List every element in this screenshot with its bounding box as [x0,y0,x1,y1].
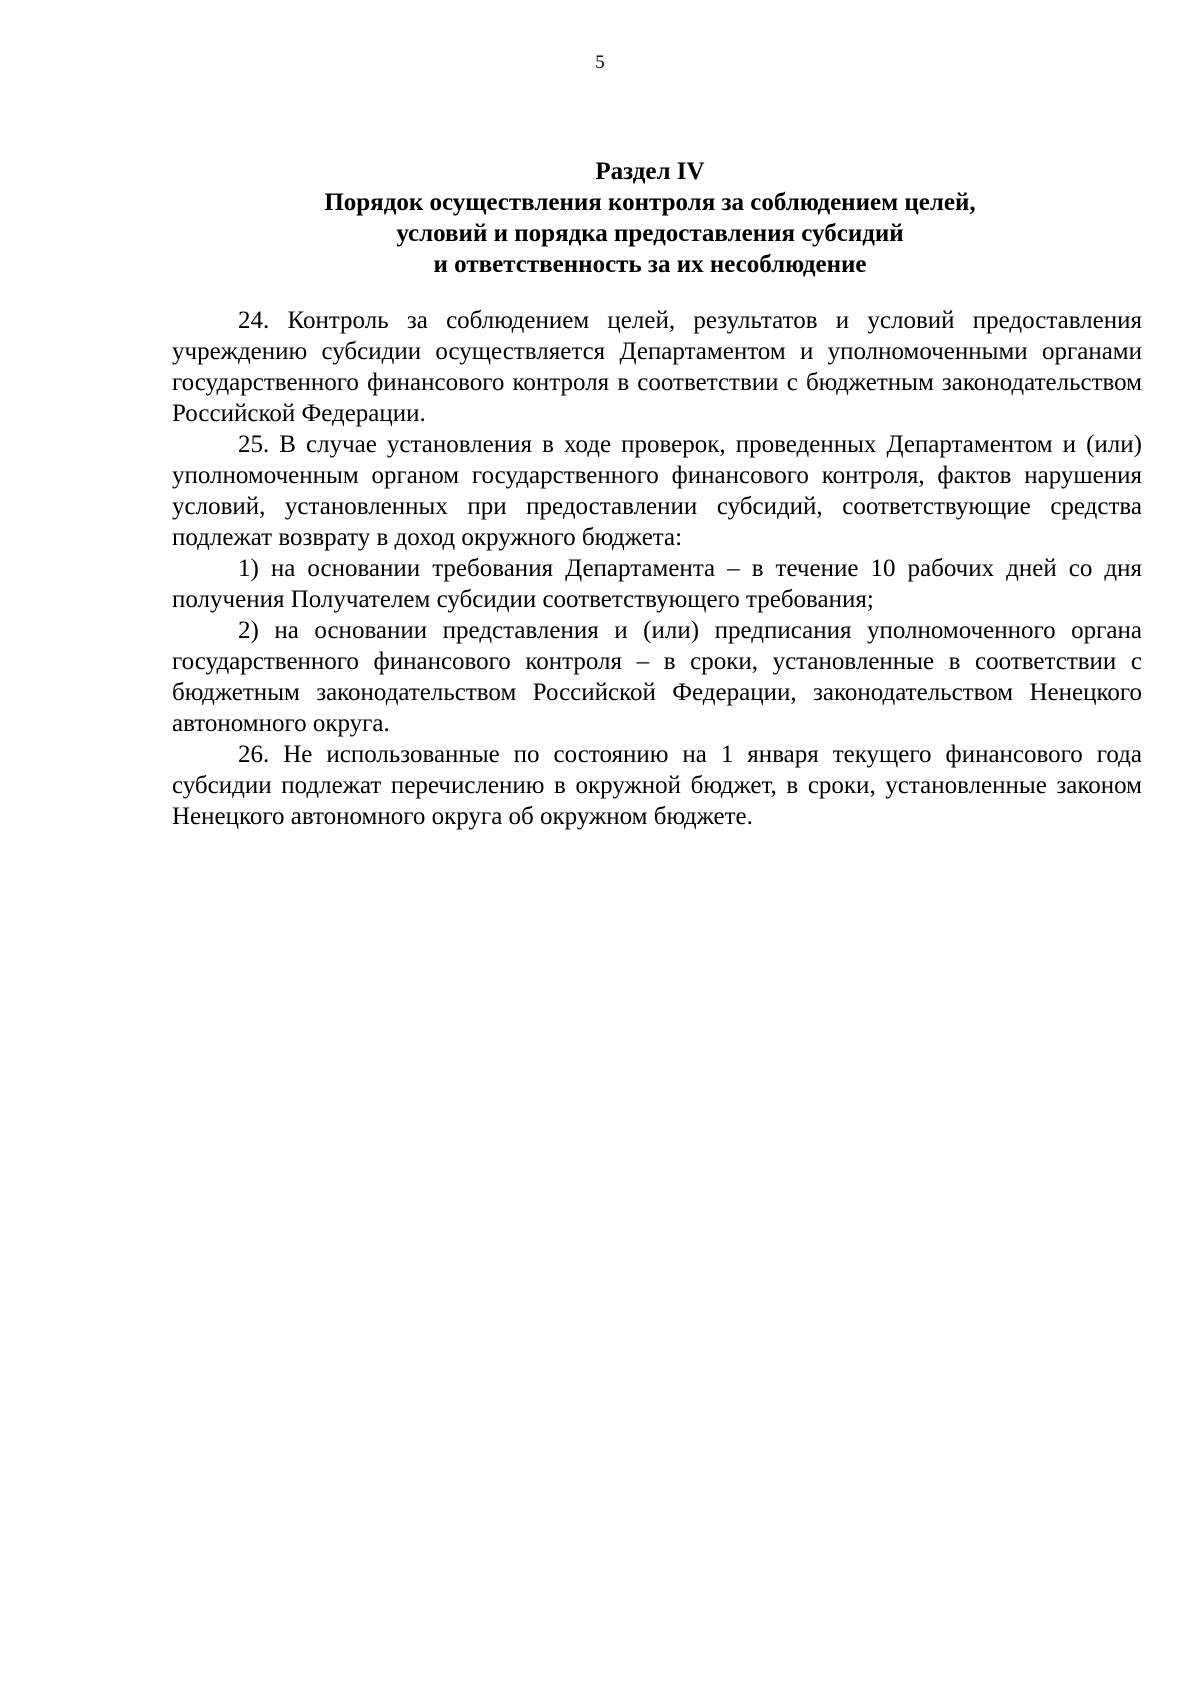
section-heading [170,156,1130,280]
section-subtitle-line-1: Порядок осуществления контроля за соблюдением целей, [324,189,976,216]
document-body [172,305,1142,832]
paragraph-24: 24. Контроль за соблюдением целей, результатов и условий предоставления учреждению субсидии осуществляется Департаментом и уполномоченными органами государственного финансового контроля в соответствии с бюджетным законодательством Российской Федерации. [172,307,1142,427]
section-title: Раздел IV [595,158,705,185]
paragraph-25-item-1: 1) на основании требования Департамента – в течение 10 рабочих дней со дня получения Получателем субсидии соответствующего требования; [172,555,1142,613]
section-subtitle-line-2: условий и порядка предоставления субсидий [396,220,904,247]
paragraph-25: 25. В случае установления в ходе проверок, проведенных Департаментом и (или) уполномоченным органом государственного финансового контроля, фактов нарушения условий, установленных при предоставлении субсидий, соответствующие средства подлежат возврату в доход окружного бюджета: [172,431,1142,551]
page-number: 5 [595,52,605,73]
paragraph-26: 26. Не использованные по состоянию на 1 января текущего финансового года субсидии подлежат перечислению в окружной бюджет, в сроки, установленные законом Ненецкого автономного округа об окружном бюджете. [172,741,1142,830]
section-subtitle-line-3: и ответственность за их несоблюдение [433,251,867,278]
paragraph-25-item-2: 2) на основании представления и (или) предписания уполномоченного органа государственного финансового контроля – в сроки, установленные в соответствии с бюджетным законодательством Российской Федерации, законодательством Ненецкого автономного округа. [172,617,1142,737]
